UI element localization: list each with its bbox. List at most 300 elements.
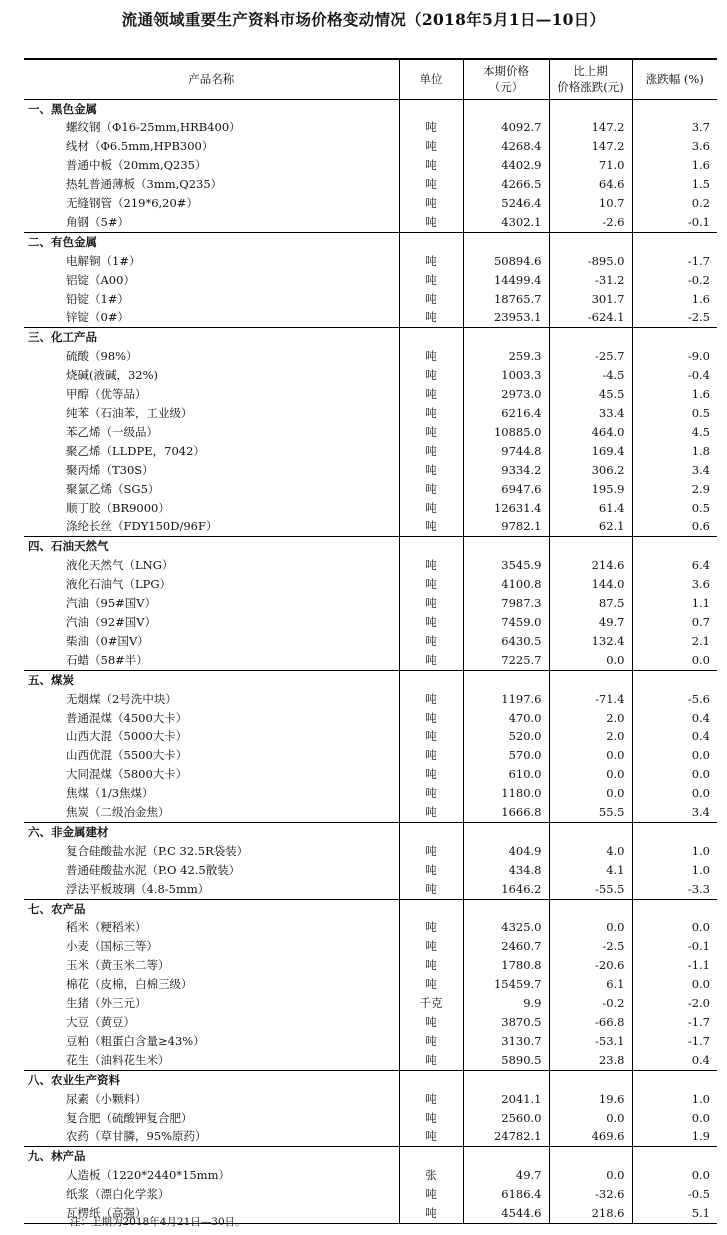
category-empty-cell [399,899,463,918]
category-empty-cell [399,537,463,556]
table-row [24,366,717,385]
current-price: 2973.0 [463,385,549,404]
category-empty-cell [549,670,632,689]
category-empty-cell [632,1147,717,1166]
current-price: 470.0 [463,709,549,728]
product-unit: 吨 [399,1204,463,1223]
price-change: 64.6 [549,175,632,194]
change-percent: -2.0 [632,994,717,1013]
product-name: 甲醇（优等品） [66,387,147,402]
change-percent: 1.9 [632,1127,717,1146]
price-change: 10.7 [549,194,632,213]
price-change: 214.6 [549,556,632,575]
current-price: 10885.0 [463,423,549,442]
category-row [24,899,717,918]
change-percent: 1.0 [632,842,717,861]
product-name: 农药（草甘膦，95%原药） [66,1129,207,1144]
current-price: 4325.0 [463,918,549,937]
product-unit: 吨 [399,366,463,385]
table-row [24,480,717,499]
price-change: 2.0 [549,709,632,728]
product-unit: 吨 [399,442,463,461]
category-row [24,822,717,841]
price-change: -20.6 [549,956,632,975]
price-change: 61.4 [549,499,632,518]
table-row [24,727,717,746]
table-row [24,1032,717,1051]
change-percent: 0.5 [632,499,717,518]
product-name: 大豆（黄豆） [66,1015,135,1029]
price-change: -53.1 [549,1032,632,1051]
product-unit: 吨 [399,613,463,632]
price-change: -25.7 [549,347,632,366]
table-row [24,880,717,899]
product-name: 聚氯乙烯（SG5） [66,481,160,496]
product-unit: 吨 [399,1090,463,1109]
change-percent: 0.0 [632,746,717,765]
change-percent: 6.4 [632,556,717,575]
product-name: 棉花（皮棉，白棉三级） [66,977,193,992]
table-row [24,404,717,423]
product-name: 涤纶长丝（FDY150D/96F） [66,519,218,534]
product-name: 花生（油料花生米） [66,1052,170,1067]
current-price: 610.0 [463,765,549,784]
product-name: 聚丙烯（T30S） [66,462,154,477]
table-row [24,175,717,194]
product-unit: 吨 [399,499,463,518]
product-unit: 吨 [399,956,463,975]
category-empty-cell [463,328,549,347]
current-price: 434.8 [463,861,549,880]
product-unit: 吨 [399,290,463,309]
table-row [24,861,717,880]
change-percent: 1.6 [632,290,717,309]
header-price [463,59,549,99]
table-row [24,118,717,137]
current-price: 1003.3 [463,366,549,385]
table-row [24,842,717,861]
category-empty-cell [549,99,632,118]
category-empty-cell [399,99,463,118]
table-row [24,918,717,937]
current-price: 7459.0 [463,613,549,632]
table-row [24,803,717,822]
price-change: -2.5 [549,937,632,956]
product-name: 铝锭（A00） [66,272,135,287]
change-percent: 3.7 [632,118,717,137]
price-change: 147.2 [549,118,632,137]
product-name: 焦煤（1/3焦煤） [66,786,154,801]
product-name: 线材（Φ6.5mm,HPB300） [66,139,214,154]
category-name: 六、非金属建材 [24,822,399,841]
table-row [24,347,717,366]
product-name: 复合硅酸盐水泥（P.C 32.5R袋装） [66,843,249,858]
change-percent: -1.7 [632,1013,717,1032]
current-price: 6186.4 [463,1185,549,1204]
category-empty-cell [399,328,463,347]
product-unit: 吨 [399,252,463,271]
category-empty-cell [549,899,632,918]
table-row [24,556,717,575]
change-percent: 1.6 [632,385,717,404]
category-row [24,670,717,689]
change-percent: 4.5 [632,423,717,442]
product-unit: 吨 [399,594,463,613]
category-empty-cell [632,822,717,841]
product-name: 瓦楞纸（高强） [66,1206,147,1221]
product-unit: 吨 [399,1013,463,1032]
current-price: 1180.0 [463,784,549,803]
change-percent: -1.1 [632,956,717,975]
price-change: 0.0 [549,765,632,784]
product-name: 无缝钢管（219*6,20#） [66,196,198,211]
category-empty-cell [549,1070,632,1089]
product-unit: 吨 [399,861,463,880]
current-price: 5890.5 [463,1051,549,1070]
product-unit: 吨 [399,1032,463,1051]
current-price: 7225.7 [463,651,549,670]
table-row [24,461,717,480]
current-price: 1666.8 [463,803,549,822]
category-empty-cell [632,232,717,251]
category-row [24,1070,717,1089]
product-unit: 吨 [399,918,463,937]
price-change: -624.1 [549,308,632,327]
product-name: 硫酸（98%） [66,349,138,364]
change-percent: -2.5 [632,308,717,327]
table-row [24,613,717,632]
change-percent: -0.1 [632,937,717,956]
change-percent: 2.9 [632,480,717,499]
product-name: 锌锭（0#） [66,310,129,325]
price-change: 19.6 [549,1090,632,1109]
category-name: 四、石油天然气 [24,537,399,556]
product-unit: 吨 [399,842,463,861]
change-percent: 1.0 [632,861,717,880]
table-row [24,1185,717,1204]
product-unit: 吨 [399,194,463,213]
price-change: 0.0 [549,746,632,765]
table-row [24,1013,717,1032]
current-price: 9.9 [463,994,549,1013]
change-percent: -1.7 [632,1032,717,1051]
category-row [24,99,717,118]
category-empty-cell [463,1070,549,1089]
category-empty-cell [463,99,549,118]
table-row [24,651,717,670]
category-name: 二、有色金属 [24,232,399,251]
category-name: 三、化工产品 [24,328,399,347]
header-price-line2: （元） [488,80,524,95]
price-change: -2.6 [549,213,632,232]
price-change: 0.0 [549,1166,632,1185]
category-empty-cell [463,232,549,251]
price-change: 4.1 [549,861,632,880]
product-unit: 吨 [399,1127,463,1146]
current-price: 4266.5 [463,175,549,194]
change-percent: 5.1 [632,1204,717,1223]
product-unit: 吨 [399,975,463,994]
table-row [24,194,717,213]
current-price: 50894.6 [463,252,549,271]
current-price: 2560.0 [463,1109,549,1128]
price-change: -895.0 [549,252,632,271]
header-change-line2: 价格涨跌(元) [557,80,624,95]
price-change: 33.4 [549,404,632,423]
product-unit: 吨 [399,765,463,784]
table-row [24,690,717,709]
table-row [24,1090,717,1109]
current-price: 9334.2 [463,461,549,480]
table-row [24,1109,717,1128]
table-row [24,632,717,651]
category-row [24,328,717,347]
category-empty-cell [399,822,463,841]
product-name: 铅锭（1#） [66,291,129,306]
change-percent: -5.6 [632,690,717,709]
category-empty-cell [549,537,632,556]
current-price: 1780.8 [463,956,549,975]
change-percent: 0.6 [632,517,717,536]
category-name: 七、农产品 [24,899,399,918]
category-row [24,1147,717,1166]
change-percent: 1.8 [632,442,717,461]
price-change: 469.6 [549,1127,632,1146]
product-name: 尿素（小颗料） [66,1091,147,1106]
category-empty-cell [463,899,549,918]
price-change: -32.6 [549,1185,632,1204]
table-row [24,252,717,271]
category-empty-cell [463,1147,549,1166]
price-change: 306.2 [549,461,632,480]
category-empty-cell [632,328,717,347]
table-header-row [24,59,717,99]
product-name: 大同混煤（5800大卡） [66,767,188,782]
change-percent: 0.4 [632,709,717,728]
category-empty-cell [549,232,632,251]
current-price: 24782.1 [463,1127,549,1146]
price-change: 132.4 [549,632,632,651]
price-change: 144.0 [549,575,632,594]
table-row [24,137,717,156]
change-percent: 1.0 [632,1090,717,1109]
product-unit: 吨 [399,347,463,366]
table-row [24,1127,717,1146]
product-unit: 吨 [399,709,463,728]
current-price: 4100.8 [463,575,549,594]
footnote: 注：上期为2018年4月21日—30日。 [70,1216,246,1228]
current-price: 14499.4 [463,271,549,290]
product-unit: 吨 [399,423,463,442]
table-row [24,575,717,594]
change-percent: 0.7 [632,613,717,632]
product-unit: 吨 [399,385,463,404]
price-change: 464.0 [549,423,632,442]
table-row [24,308,717,327]
category-empty-cell [399,1147,463,1166]
change-percent: 0.0 [632,784,717,803]
header-change [549,59,632,99]
price-change: -4.5 [549,366,632,385]
category-empty-cell [463,537,549,556]
category-empty-cell [632,99,717,118]
product-name: 聚乙烯（LLDPE，7042） [66,443,205,458]
current-price: 3130.7 [463,1032,549,1051]
change-percent: 0.0 [632,765,717,784]
price-change: 71.0 [549,156,632,175]
category-empty-cell [549,328,632,347]
product-unit: 吨 [399,690,463,709]
product-unit: 吨 [399,137,463,156]
category-name: 八、农业生产资料 [24,1070,399,1089]
current-price: 4402.9 [463,156,549,175]
product-unit: 吨 [399,556,463,575]
price-change: -66.8 [549,1013,632,1032]
product-name: 角钢（5#） [66,214,129,229]
change-percent: 0.2 [632,194,717,213]
product-unit: 吨 [399,575,463,594]
product-name: 玉米（黄玉米二等） [66,958,170,973]
price-change: -55.5 [549,880,632,899]
product-unit: 吨 [399,632,463,651]
category-row [24,537,717,556]
change-percent: -0.2 [632,271,717,290]
product-name: 山西大混（5000大卡） [66,729,188,744]
product-unit: 吨 [399,404,463,423]
product-unit: 吨 [399,156,463,175]
product-name: 液化天然气（LNG） [66,558,174,573]
table-row [24,975,717,994]
price-change: 55.5 [549,803,632,822]
change-percent: 3.6 [632,575,717,594]
product-unit: 吨 [399,651,463,670]
product-unit: 吨 [399,308,463,327]
current-price: 7987.3 [463,594,549,613]
change-percent: 0.4 [632,727,717,746]
header-unit: 单位 [399,59,463,99]
price-change: 195.9 [549,480,632,499]
current-price: 3545.9 [463,556,549,575]
table-row [24,271,717,290]
table-row [24,994,717,1013]
category-empty-cell [463,670,549,689]
category-empty-cell [549,1147,632,1166]
price-change: 169.4 [549,442,632,461]
product-name: 苯乙烯（一级品） [66,424,158,439]
change-percent: 0.4 [632,1051,717,1070]
current-price: 18765.7 [463,290,549,309]
category-empty-cell [632,670,717,689]
product-unit: 吨 [399,118,463,137]
table-row [24,423,717,442]
table-row [24,442,717,461]
table-row [24,499,717,518]
price-change: 0.0 [549,784,632,803]
header-change-line1: 比上期 [573,64,608,79]
price-change: 23.8 [549,1051,632,1070]
product-unit: 吨 [399,803,463,822]
table-row [24,709,717,728]
product-unit: 吨 [399,461,463,480]
category-name: 一、黑色金属 [24,99,399,118]
change-percent: 0.0 [632,1109,717,1128]
product-name: 纸浆（漂白化学浆） [66,1187,170,1202]
price-change: 2.0 [549,727,632,746]
product-unit: 吨 [399,480,463,499]
product-name: 山西优混（5500大卡） [66,748,188,763]
category-empty-cell [463,822,549,841]
price-change: 62.1 [549,517,632,536]
price-change: -71.4 [549,690,632,709]
category-empty-cell [632,899,717,918]
product-unit: 吨 [399,1185,463,1204]
current-price: 4092.7 [463,118,549,137]
change-percent: -0.4 [632,366,717,385]
current-price: 404.9 [463,842,549,861]
current-price: 9744.8 [463,442,549,461]
change-percent: 2.1 [632,632,717,651]
current-price: 570.0 [463,746,549,765]
product-name: 电解铜（1#） [66,253,141,268]
product-unit: 吨 [399,727,463,746]
change-percent: 3.4 [632,461,717,480]
header-pct: 涨跌幅 (%) [632,59,717,99]
change-percent: 3.4 [632,803,717,822]
product-unit: 吨 [399,746,463,765]
product-name: 热轧普通薄板（3mm,Q235） [66,177,223,192]
product-unit: 吨 [399,784,463,803]
change-percent: 0.0 [632,918,717,937]
table-row [24,765,717,784]
current-price: 6430.5 [463,632,549,651]
product-name: 普通混煤（4500大卡） [66,710,188,725]
table-row [24,290,717,309]
category-empty-cell [632,537,717,556]
current-price: 9782.1 [463,517,549,536]
product-unit: 吨 [399,937,463,956]
product-name: 普通中板（20mm,Q235） [66,158,207,173]
current-price: 6947.6 [463,480,549,499]
change-percent: 3.6 [632,137,717,156]
price-change: 0.0 [549,1109,632,1128]
change-percent: 0.0 [632,651,717,670]
category-empty-cell [632,1070,717,1089]
price-change: 218.6 [549,1204,632,1223]
header-product-name: 产品名称 [24,59,399,99]
price-change: -0.2 [549,994,632,1013]
change-percent: -0.5 [632,1185,717,1204]
current-price: 5246.4 [463,194,549,213]
product-name: 复合肥（硫酸钾复合肥） [66,1110,193,1125]
product-name: 顺丁胶（BR9000） [66,500,170,515]
price-change: 6.1 [549,975,632,994]
current-price: 520.0 [463,727,549,746]
product-name: 烧碱(液碱，32%) [66,368,159,383]
category-empty-cell [399,1070,463,1089]
change-percent: 1.6 [632,156,717,175]
current-price: 4544.6 [463,1204,549,1223]
price-table [24,58,717,1224]
product-name: 焦炭（二级冶金焦） [66,805,170,820]
product-name: 无烟煤（2号洗中块） [66,691,177,706]
current-price: 259.3 [463,347,549,366]
table-row [24,385,717,404]
product-unit: 千克 [399,994,463,1013]
current-price: 1197.6 [463,690,549,709]
price-change: -31.2 [549,271,632,290]
table-row [24,956,717,975]
header-price-line1: 本期价格 [483,64,529,79]
